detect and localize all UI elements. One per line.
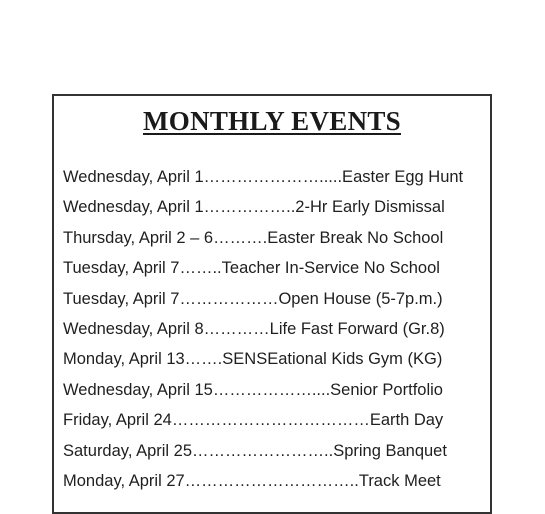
event-row: Tuesday, April 7……..Teacher In-Service No School: [63, 259, 440, 278]
event-row: Thursday, April 2 – 6……….Easter Break No School: [63, 228, 444, 247]
event-row: Wednesday, April 15………………....Senior Portfolio: [63, 380, 443, 399]
event-row: Wednesday, April 1……………..2-Hr Early Dismissal: [63, 198, 445, 217]
events-title: [54, 106, 490, 137]
event-row: Monday, April 13…….SENSEational Kids Gym (KG): [63, 350, 443, 369]
event-row: Tuesday, April 7………………Open House (5-7p.m.): [63, 289, 443, 308]
event-row: Wednesday, April 8…………Life Fast Forward (Gr.8): [63, 319, 445, 338]
event-list: [63, 162, 481, 496]
event-row: Friday, April 24………………………………Earth Day: [63, 411, 444, 430]
event-row: Saturday, April 25……………………..Spring Banquet: [63, 441, 447, 460]
event-row: Monday, April 27…………………………..Track Meet: [63, 471, 441, 490]
event-row: Wednesday, April 1………………….....Easter Egg Hunt: [63, 168, 464, 186]
monthly-events-box: [52, 94, 492, 514]
events-title-text: MONTHLY EVENTS: [142, 106, 401, 136]
